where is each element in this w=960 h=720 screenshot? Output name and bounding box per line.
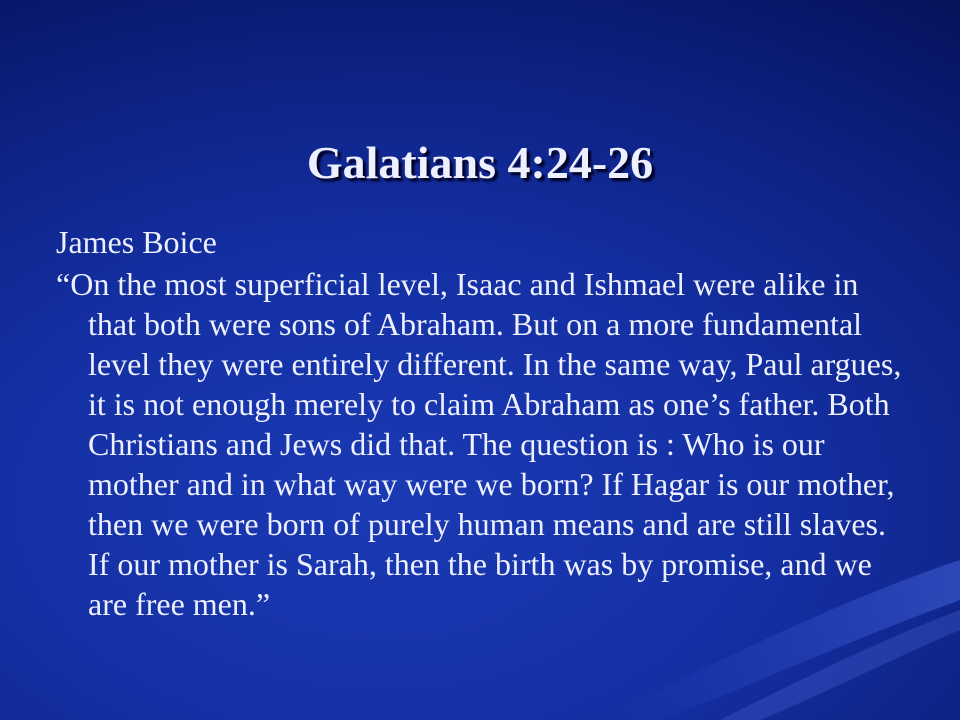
slide-title: Galatians 4:24-26: [306, 137, 654, 188]
quote-text: “On the most superficial level, Isaac and Ishmael were alike in that both were sons of Abraham. But on a more fundamental level they were entirely different. In the same way, Paul argues, it is not enough merely to claim Abraham as one’s father. Both Christians and Jews did that. The question is : Who is our mother and in what way were we born? If Hagar is our mother, then we were born of purely human means and are still slaves. If our mother is Sarah, then the birth was by promise, and we are free men.”: [56, 266, 902, 622]
slide-body: [56, 222, 904, 624]
author-name: James Boice: [56, 224, 217, 260]
